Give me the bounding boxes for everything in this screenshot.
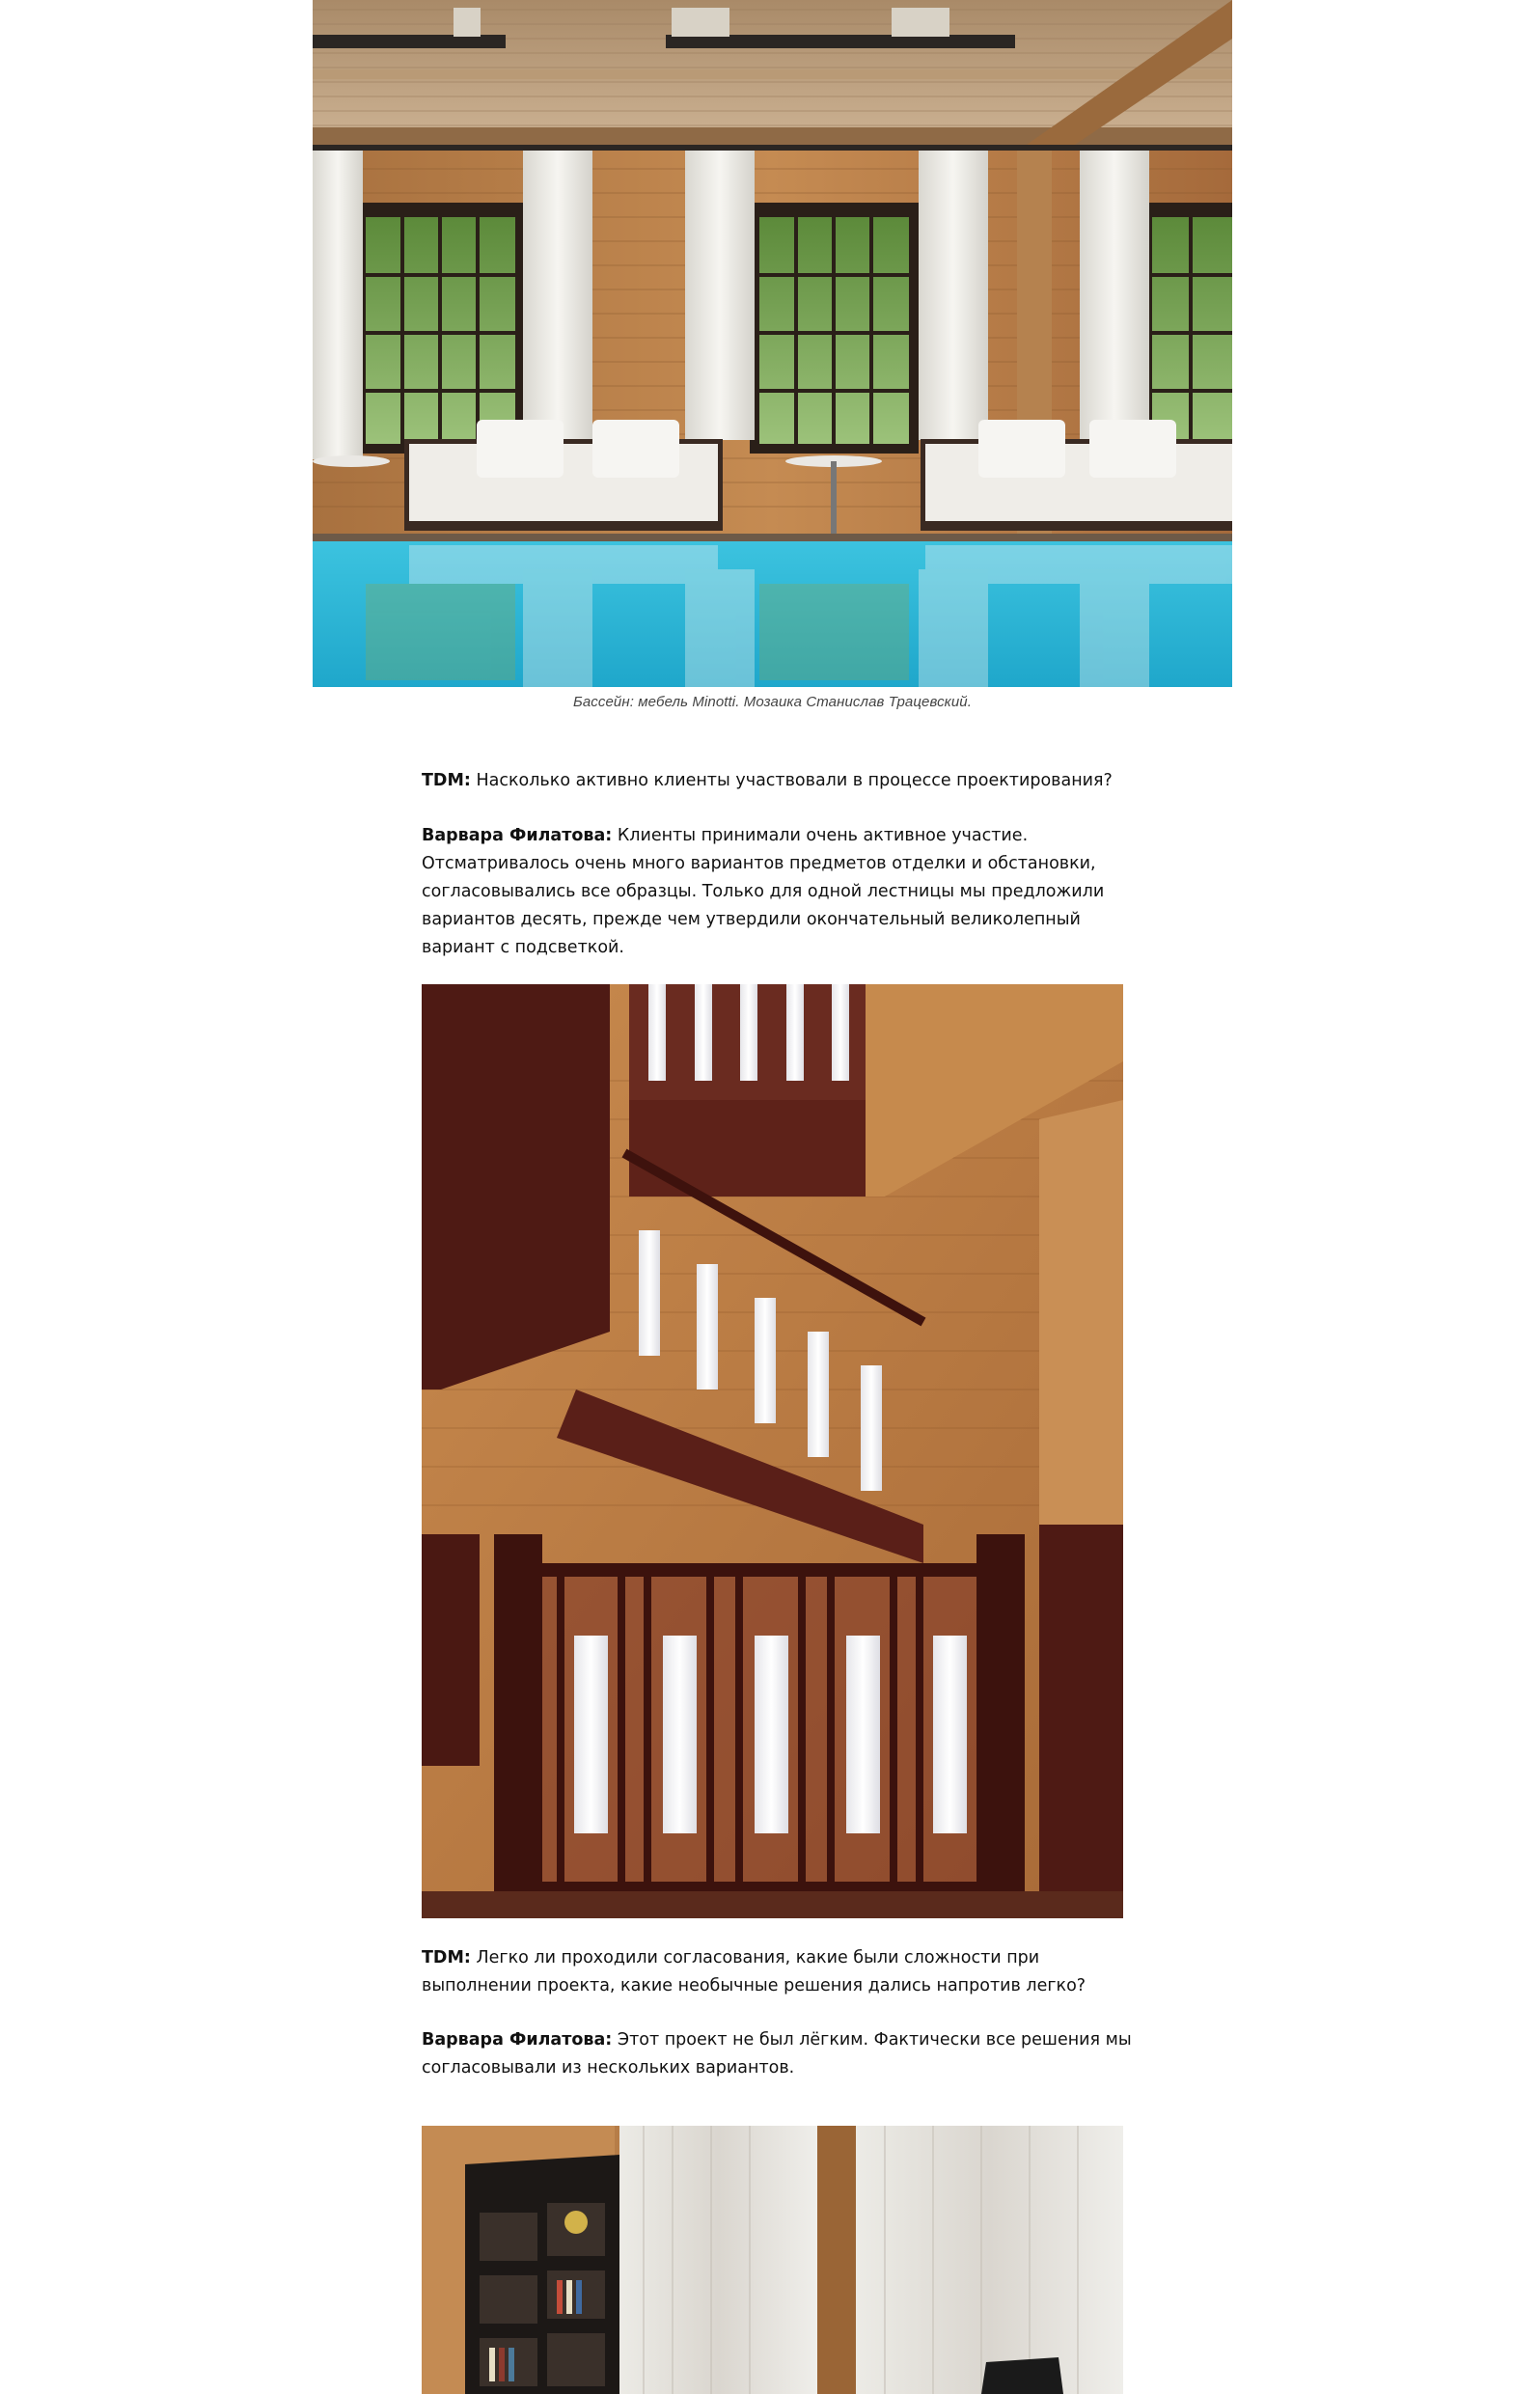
question-2 <box>422 1944 1136 2000</box>
answer-1-text: Клиенты принимали очень активное участие. Отсматривалось очень много вариантов предметов отделки и обстановки, согласовывались все образцы. Только для одной лестницы мы предложили вариантов десять, прежде чем утвердили окончательный великолепный вариант с подсветкой. <box>422 826 1105 957</box>
answer-2-text: Этот проект не был лёгким. Фактически все решения мы согласовывали из нескольких вариантов. <box>422 2030 1132 2078</box>
speaker-tdm: TDM: <box>422 771 471 790</box>
speaker-filatova: Варвара Филатова: <box>422 826 613 845</box>
library-illustration <box>422 2126 1123 2394</box>
question-1 <box>422 767 1136 795</box>
question-1-text: Насколько активно клиенты участвовали в процессе проектирования? <box>476 771 1113 790</box>
pool-photo-caption: Бассейн: мебель Minotti. Мозаика Станислав Трацевский. <box>572 694 973 710</box>
pool-illustration <box>313 0 1232 687</box>
staircase-photo <box>422 984 1123 1918</box>
answer-1 <box>422 822 1136 962</box>
answer-2 <box>422 2026 1136 2082</box>
speaker-tdm: TDM: <box>422 1948 471 1967</box>
pool-photo <box>313 0 1232 687</box>
library-photo <box>422 2126 1123 2394</box>
speaker-filatova: Варвара Филатова: <box>422 2030 613 2050</box>
staircase-illustration <box>422 984 1123 1918</box>
question-2-text: Легко ли проходили согласования, какие были сложности при выполнении проекта, какие необычные решения дались напротив легко? <box>422 1948 1086 1995</box>
